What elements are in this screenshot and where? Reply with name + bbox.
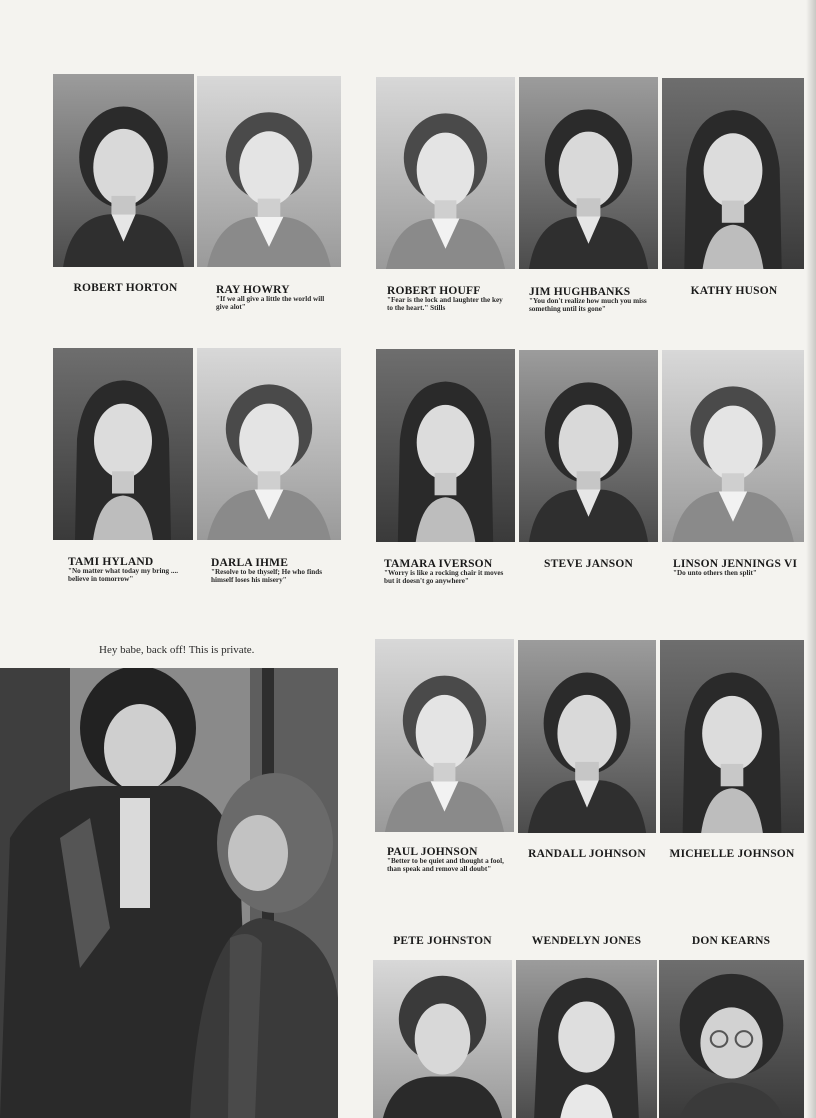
photo-wendelyn-jones	[516, 960, 657, 1118]
name-steve-janson: STEVE JANSON	[544, 558, 633, 570]
name-linson-jennings: LINSON JENNINGS VI	[673, 558, 798, 570]
photo-ray-howry	[197, 76, 341, 267]
photo-jim-hughbanks	[519, 77, 658, 269]
photo-robert-houff	[376, 77, 515, 269]
name-tamara-iverson: TAMARA IVERSON	[384, 558, 493, 570]
name-robert-horton: ROBERT HORTON	[73, 282, 178, 294]
name-paul-johnson: PAUL JOHNSON	[387, 846, 478, 858]
photo-darla-ihme	[197, 348, 341, 540]
quote-tamara-iverson: "Worry is like a rocking chair it moves but it doesn't go anywhere"	[384, 569, 504, 586]
quote-darla-ihme: "Resolve to be thyself; He who finds himself loses his misery"	[211, 568, 322, 585]
photo-don-kearns	[659, 960, 804, 1118]
name-tami-hyland: TAMI HYLAND	[68, 556, 154, 568]
quote-tami-hyland: "No matter what today my bring .... believe in tomorrow"	[68, 567, 179, 584]
photo-linson-jennings	[662, 350, 804, 542]
photo-randall-johnson	[518, 640, 656, 833]
page-edge-shadow	[806, 0, 816, 1118]
name-randall-johnson: RANDALL JOHNSON	[528, 848, 646, 860]
quote-linson-jennings: "Do unto others then split"	[673, 569, 757, 577]
photo-pete-johnston	[373, 960, 512, 1118]
photo-kathy-huson	[662, 78, 804, 269]
quote-jim-hughbanks: "You don't realize how much you miss something until its gone"	[529, 297, 647, 314]
name-wendelyn-jones: WENDELYN JONES	[531, 935, 642, 947]
photo-robert-horton	[53, 74, 194, 267]
name-jim-hughbanks: JIM HUGHBANKS	[529, 286, 631, 298]
name-robert-houff: ROBERT HOUFF	[387, 285, 481, 297]
quote-ray-howry: "If we all give a little the world will give alot"	[216, 295, 325, 312]
photo-michelle-johnson	[660, 640, 804, 833]
photo-paul-johnson	[375, 639, 514, 832]
name-kathy-huson: KATHY HUSON	[690, 285, 778, 297]
photo-steve-janson	[519, 350, 658, 542]
name-don-kearns: DON KEARNS	[691, 935, 771, 947]
name-darla-ihme: DARLA IHME	[211, 557, 289, 569]
quote-paul-johnson: "Better to be quiet and thought a fool, than speak and remove all doubt"	[387, 857, 504, 874]
name-pete-johnston: PETE JOHNSTON	[393, 935, 492, 947]
quote-robert-houff: "Fear is the lock and laughter the key to the heart." Stills	[387, 296, 503, 313]
photo-tamara-iverson	[376, 349, 515, 542]
photo-tami-hyland	[53, 348, 193, 540]
candid-caption: Hey babe, back off! This is private.	[99, 644, 255, 656]
candid-photo	[0, 668, 338, 1118]
name-michelle-johnson: MICHELLE JOHNSON	[669, 848, 795, 860]
name-ray-howry: RAY HOWRY	[216, 284, 290, 296]
